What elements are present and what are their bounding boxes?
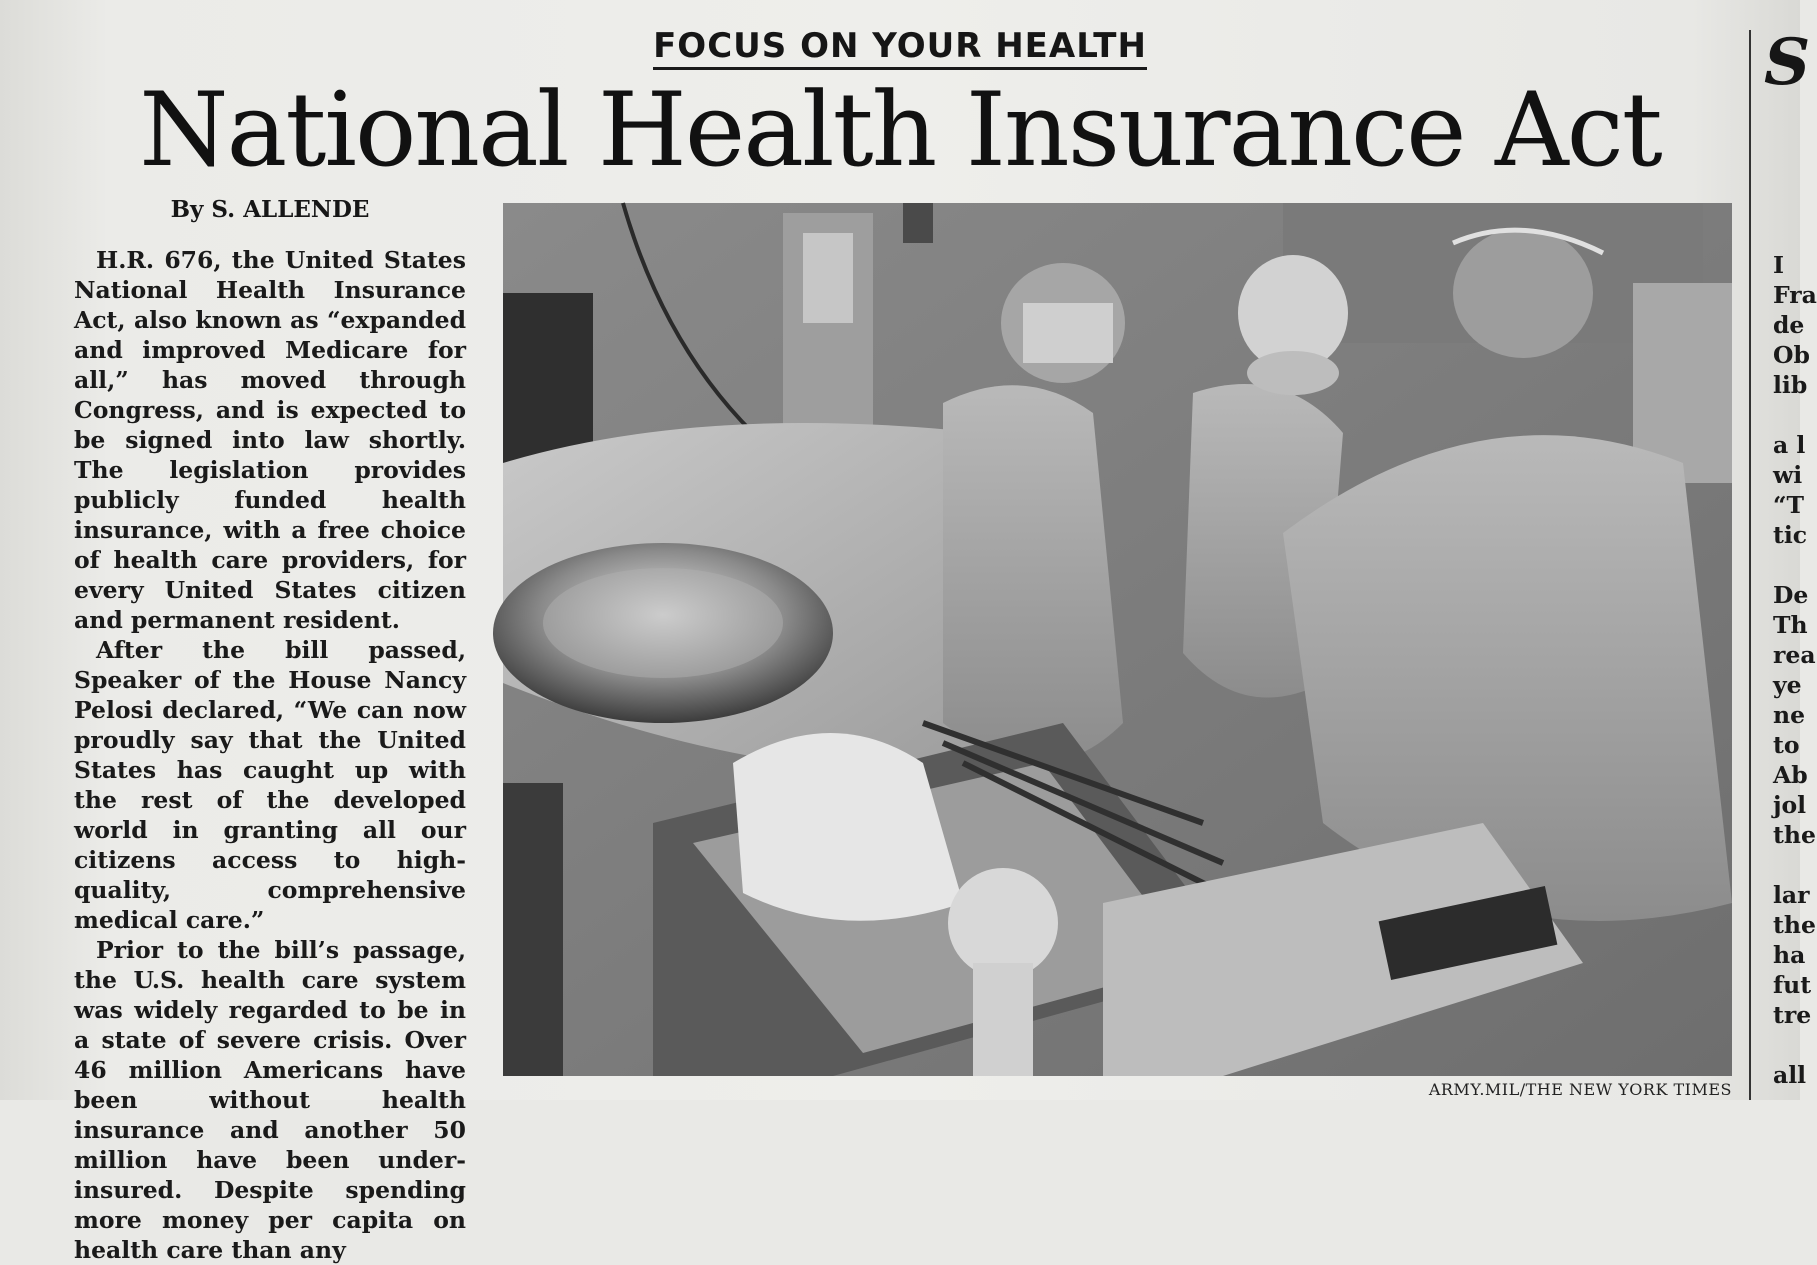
news-photo xyxy=(503,203,1732,1076)
adjacent-line: ne xyxy=(1773,701,1806,729)
article-paragraph: H.R. 676, the United States National Health Insurance Act, also known as “expanded and improved Medicare for all,” has moved through Congress, and is expected to be signed into law shortly. The legislation provides publicly funded health insurance, with a free choice of health care providers, for every United States citizen and permanent resident. xyxy=(74,246,466,634)
adjacent-line: to xyxy=(1773,731,1800,759)
adjacent-line xyxy=(1773,400,1800,430)
article-paragraph: Prior to the bill’s passage, the U.S. health care system was widely regarded to be in a state of severe crisis. Over 46 million Americans have been without health insurance and another 50 million have been under-insured. Despite spending more money per capita on health care than any xyxy=(74,936,466,1264)
adjacent-line: rea xyxy=(1773,641,1816,669)
adjacent-line: all xyxy=(1773,1061,1807,1089)
adjacent-line: lar xyxy=(1773,881,1810,909)
section-kicker: FOCUS ON YOUR HEALTH xyxy=(0,26,1800,66)
surgeons-photo-illustration xyxy=(503,203,1732,1076)
adjacent-line xyxy=(1773,850,1800,880)
adjacent-line: tic xyxy=(1773,521,1808,549)
adjacent-line: de xyxy=(1773,311,1805,339)
article-body xyxy=(74,245,466,1264)
adjacent-line: Th xyxy=(1773,611,1808,639)
photo-credit: ARMY.MIL/THE NEW YORK TIMES xyxy=(1428,1080,1732,1099)
column-divider xyxy=(1749,30,1751,1100)
adjacent-line: the xyxy=(1773,911,1816,939)
adjacent-line: ha xyxy=(1773,941,1806,969)
adjacent-column xyxy=(1773,220,1817,1100)
article-paragraph: After the bill passed, Speaker of the House Nancy Pelosi declared, “We can now proudly say that the United States has caught up with the rest of the developed world in granting all our citizens access to high-quality, comprehensive medical care.” xyxy=(74,636,466,934)
adjacent-line: a l xyxy=(1773,431,1806,459)
adjacent-line: the xyxy=(1773,821,1816,849)
adjacent-line: “T xyxy=(1773,491,1805,519)
adjacent-line: lib xyxy=(1773,371,1808,399)
byline: By S. ALLENDE xyxy=(170,196,370,223)
adjacent-line: De xyxy=(1773,581,1809,609)
adjacent-line: tre xyxy=(1773,1001,1812,1029)
adjacent-line: Fra xyxy=(1773,281,1817,309)
adjacent-line: wi xyxy=(1773,461,1803,489)
adjacent-line: Ab xyxy=(1773,761,1808,789)
adjacent-line: Ob xyxy=(1773,341,1810,369)
adjacent-line xyxy=(1773,220,1800,250)
adjacent-headline-fragment: S xyxy=(1764,25,1811,100)
adjacent-line: jol xyxy=(1773,791,1807,819)
adjacent-line: I xyxy=(1773,251,1784,279)
adjacent-line: fut xyxy=(1773,971,1812,999)
headline: National Health Insurance Act xyxy=(139,71,1661,190)
adjacent-line: ye xyxy=(1773,671,1802,699)
adjacent-line xyxy=(1773,1030,1800,1060)
adjacent-line xyxy=(1773,550,1800,580)
